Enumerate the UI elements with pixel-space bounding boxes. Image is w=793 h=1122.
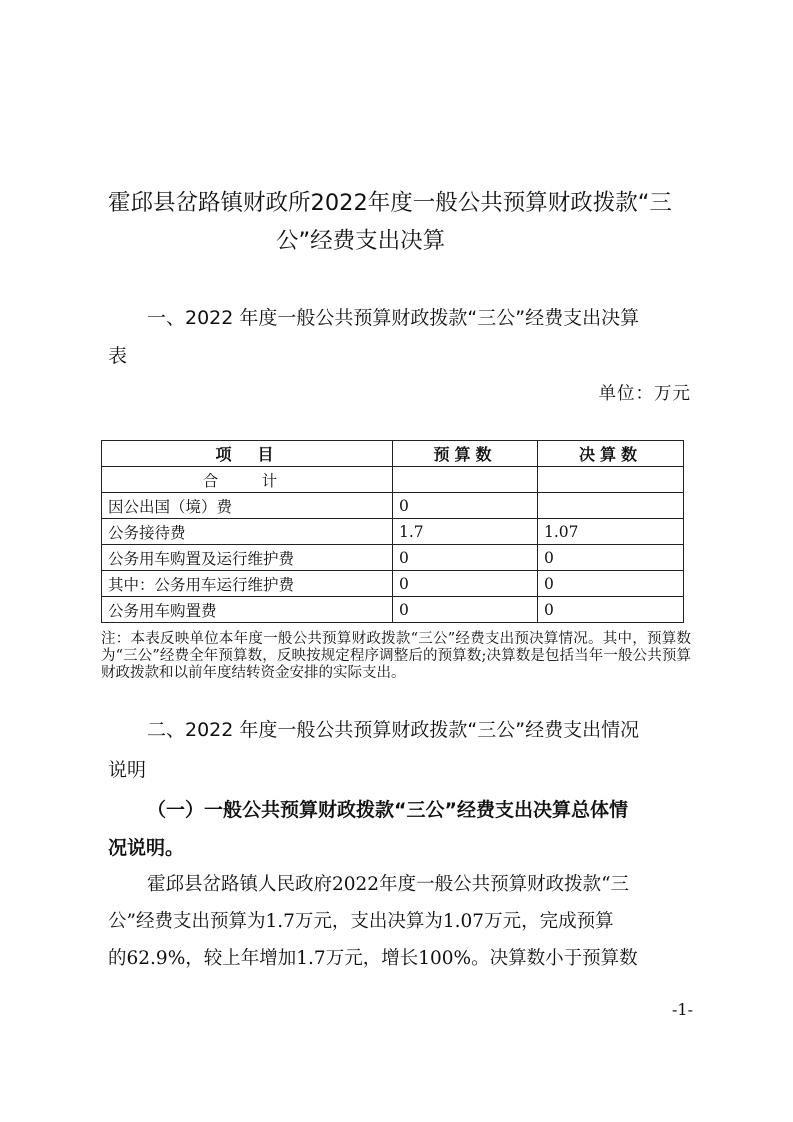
row-budget: 0: [393, 571, 538, 597]
section1-heading-line1: 一、2022 年度一般公共预算财政拨款“三公”经费支出决算: [147, 307, 640, 329]
row-item: 公务用车购置及运行维护费: [102, 545, 393, 571]
section2-heading-line1: 二、2022 年度一般公共预算财政拨款“三公”经费支出情况: [147, 719, 640, 741]
section1-heading-line2: 表: [108, 345, 128, 367]
row-item: 公务用车购置费: [102, 597, 393, 623]
row-actual: [538, 493, 684, 519]
document-title-line2: 公”经费支出决算: [276, 228, 446, 254]
row-item: 其中：公务用车运行维护费: [102, 571, 393, 597]
row-budget: 0: [393, 493, 538, 519]
row-budget: 0: [393, 597, 538, 623]
subsection1-heading-line1: （一）一般公共预算财政拨款“三公”经费支出决算总体情: [147, 799, 628, 821]
row-actual: 0: [538, 597, 684, 623]
row-item: 因公出国（境）费: [102, 493, 393, 519]
row-budget: 1.7: [393, 519, 538, 545]
page-number: -1-: [672, 1000, 693, 1019]
paragraph-line3: 的62.9%，较上年增加1.7万元，增长100%。决算数小于预算数: [108, 948, 638, 969]
row-budget: 0: [393, 545, 538, 571]
header-actual: 决算数: [538, 441, 684, 467]
table-row: [102, 467, 684, 493]
section2-heading-line2: 说明: [108, 759, 147, 781]
header-budget: 预算数: [393, 441, 538, 467]
unit-label: 单位：万元: [598, 384, 691, 404]
table-row: [102, 597, 684, 623]
subsection1-heading-line2: 况说明。: [108, 837, 185, 859]
table-note: 注：本表反映单位本年度一般公共预算财政拨款“三公”经费支出预决算情况。其中，预算数为“三公”经费全年预算数，反映按规定程序调整后的预算数;决算数是包括当年一般公共预算财政拨款和以前年度结转资金安排的实际支出。: [101, 631, 691, 681]
row-actual: [538, 467, 684, 493]
table-row: [102, 519, 684, 545]
paragraph-line1: 霍邱县岔路镇人民政府2022年度一般公共预算财政拨款“三: [147, 874, 630, 895]
table-row: [102, 493, 684, 519]
table-row: [102, 545, 684, 571]
row-actual: 0: [538, 545, 684, 571]
table-header-row: [102, 441, 684, 467]
header-item: 项 目: [102, 441, 393, 467]
paragraph-line2: 公”经费支出预算为1.7万元，支出决算为1.07万元，完成预算: [108, 911, 614, 932]
row-budget: [393, 467, 538, 493]
row-actual: 0: [538, 571, 684, 597]
table-row: [102, 571, 684, 597]
row-actual: 1.07: [538, 519, 684, 545]
row-item: 公务接待费: [102, 519, 393, 545]
row-item-total: 合 计: [102, 467, 393, 493]
three-public-expenses-table: [101, 440, 684, 623]
document-title-line1: 霍邱县岔路镇财政所2022年度一般公共预算财政拨款“三: [108, 190, 672, 216]
